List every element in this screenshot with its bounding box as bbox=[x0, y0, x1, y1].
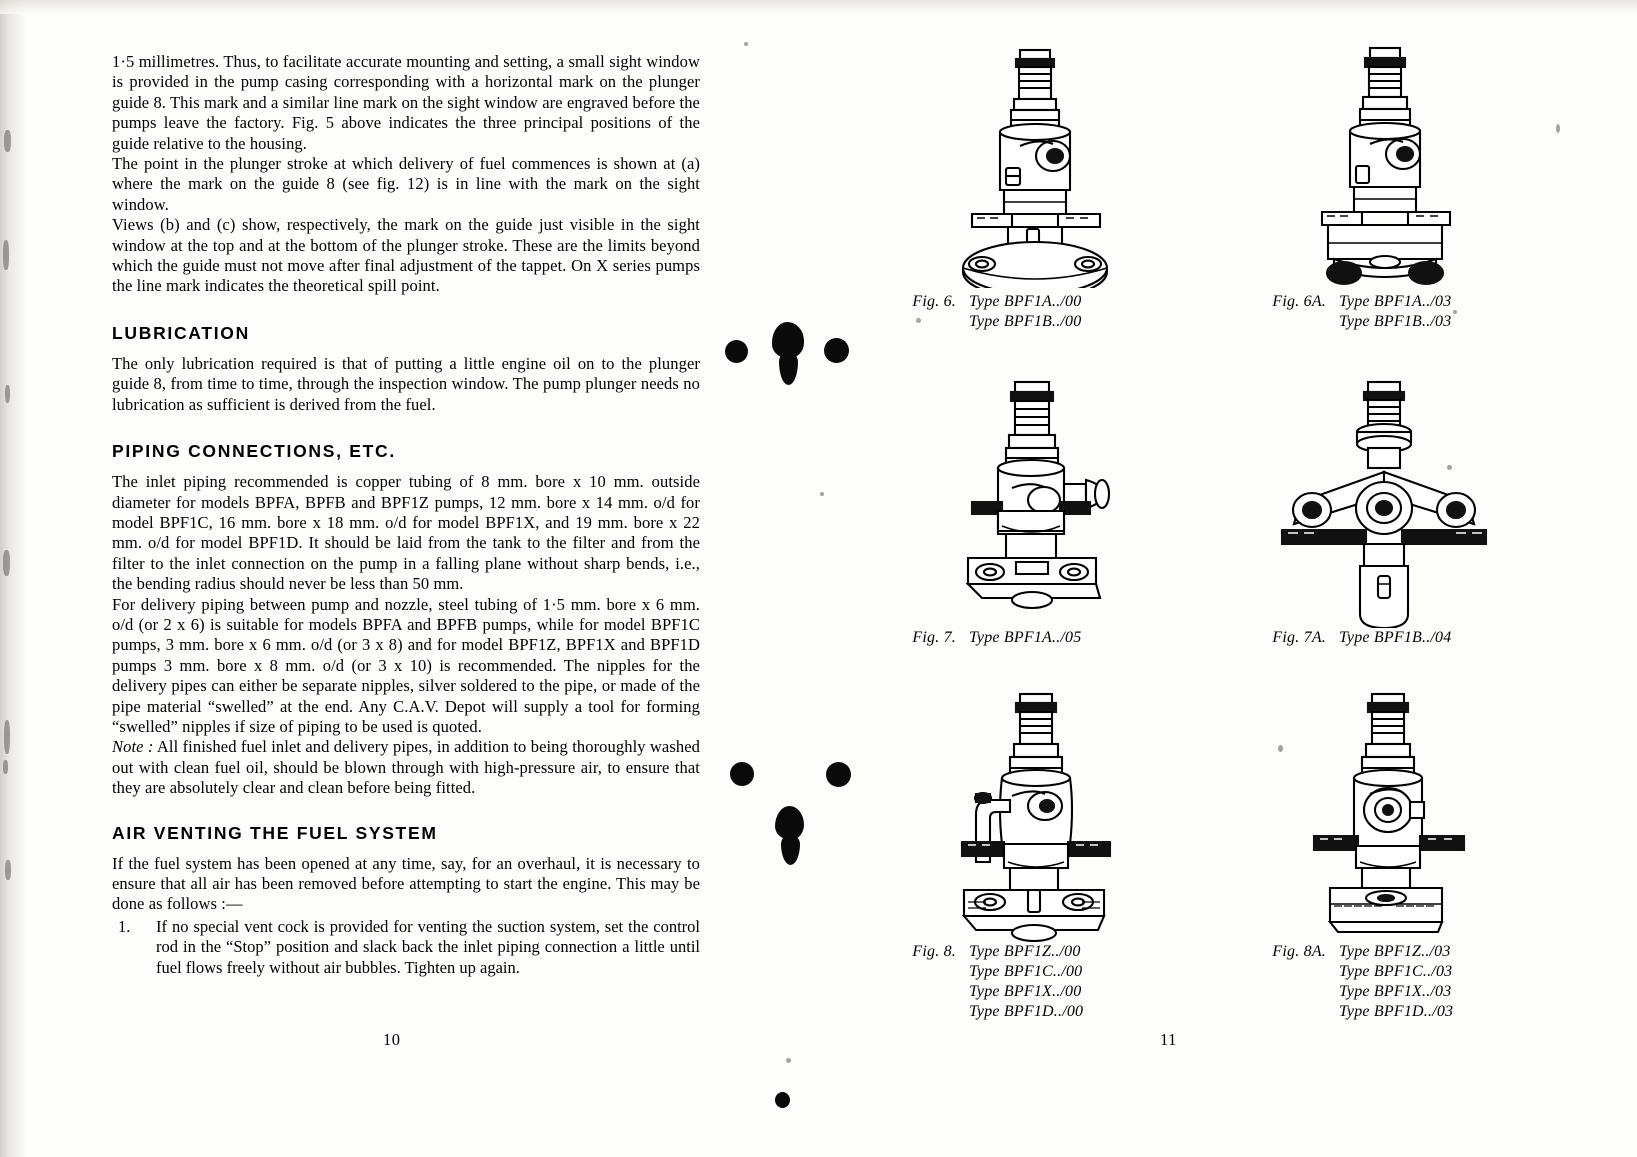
figure-fig-7a bbox=[1210, 376, 1560, 648]
figure-caption-fig-6a bbox=[1210, 288, 1560, 332]
figure-fig-6 bbox=[860, 40, 1210, 332]
figure-illustration-fig-8 bbox=[860, 690, 1210, 938]
paragraph: 1·5 millimetres. Thus, to facilitate accurate mounting and setting, a small sight window is provided in the pump casing corresponding with a horizontal mark on the plunger guide 8. This mark and a similar line mark on the sight window are engraved before the pumps leave the factory. Fig. 5 above indicates the three principal positions of the guide relative to the housing. bbox=[112, 52, 700, 153]
figure-label: Fig. 7A. bbox=[1272, 629, 1326, 646]
figure-illustration-fig-8a bbox=[1210, 690, 1560, 938]
figure-type: Type BPF1D../00 bbox=[969, 1003, 1084, 1020]
figure-type: Type BPF1B../00 bbox=[969, 313, 1082, 330]
paragraph: The only lubrication required is that of putting a little engine oil on to the plunger guide 8, from time to time, through the inspection window. The pump plunger needs no lubrication as sufficient is derived from the fuel. bbox=[112, 353, 700, 414]
figure-type: Type BPF1Z../03 bbox=[1339, 943, 1451, 960]
note-paragraph bbox=[112, 737, 700, 798]
ink-blot bbox=[824, 338, 849, 363]
paragraph: If the fuel system has been opened at any time, say, for an overhaul, it is necessary to ensure that all air has been removed before attempting to start the engine. This may be done as follows :— bbox=[112, 853, 700, 914]
section-heading-air-venting: AIR VENTING THE FUEL SYSTEM bbox=[112, 822, 438, 843]
figure-type: Type BPF1X../00 bbox=[969, 983, 1082, 1000]
page-edge-shadow-top bbox=[0, 0, 1637, 14]
section-heading-piping-connections: PIPING CONNECTIONS, ETC. bbox=[112, 441, 396, 462]
figure-label: Fig. 6A. bbox=[1272, 293, 1326, 310]
figure-type-list bbox=[1339, 628, 1451, 648]
figure-type-list bbox=[969, 292, 1081, 332]
figure-type: Type BPF1C../00 bbox=[969, 963, 1083, 980]
list-item-text: If no special vent cock is provided for venting the suction system, set the control rod in the “Stop” position and slack back the inlet piping connection a little until fuel flows freely without air bubbles. Tighten up again. bbox=[156, 916, 700, 977]
figure-caption-fig-8 bbox=[860, 938, 1210, 1022]
figure-fig-8a bbox=[1210, 690, 1560, 1022]
figure-fig-7 bbox=[860, 376, 1210, 648]
section-heading-lubrication: LUBRICATION bbox=[112, 322, 250, 343]
figure-type: Type BPF1D../03 bbox=[1339, 1003, 1454, 1020]
figure-row bbox=[860, 40, 1560, 332]
figure-fig-8 bbox=[860, 690, 1210, 1022]
numbered-step-list bbox=[112, 917, 700, 978]
figure-type-list bbox=[1339, 942, 1453, 1022]
figure-row bbox=[860, 690, 1560, 1022]
page-number-left: 10 bbox=[383, 1030, 401, 1049]
figure-label: Fig. 7. bbox=[912, 629, 956, 646]
figure-type: Type BPF1B../04 bbox=[1339, 629, 1452, 646]
figure-illustration-fig-7 bbox=[860, 376, 1210, 624]
figure-label: Fig. 8A. bbox=[1272, 943, 1326, 960]
figure-type: Type BPF1B../03 bbox=[1339, 313, 1452, 330]
figure-type: Type BPF1C../03 bbox=[1339, 963, 1453, 980]
figure-illustration-fig-6 bbox=[860, 40, 1210, 288]
left-page-text-column bbox=[112, 52, 700, 978]
page-edge-artifacts bbox=[2, 120, 16, 1020]
figure-row bbox=[860, 376, 1560, 648]
page-number-right: 11 bbox=[1160, 1030, 1177, 1049]
scan-speck bbox=[786, 1058, 791, 1063]
ink-blot-bottom-edge bbox=[775, 1092, 790, 1108]
ink-blot bbox=[725, 340, 748, 363]
right-page-figure-column bbox=[860, 40, 1560, 1022]
figure-row-gap bbox=[860, 332, 1560, 376]
ink-blot bbox=[826, 762, 851, 787]
paragraph: The point in the plunger stroke at which delivery of fuel commences is shown at (a) where the mark on the guide 8 (see fig. 12) is in line with the mark on the sight window. bbox=[112, 154, 700, 214]
figure-type-list bbox=[1339, 292, 1451, 332]
figure-illustration-fig-6a bbox=[1210, 40, 1560, 288]
figure-label: Fig. 6. bbox=[912, 293, 956, 310]
figure-type: Type BPF1A../05 bbox=[969, 629, 1082, 646]
figure-fig-6a bbox=[1210, 40, 1560, 332]
ink-blot bbox=[730, 762, 754, 786]
figure-caption-fig-8a bbox=[1210, 938, 1560, 1022]
figure-type: Type BPF1A../00 bbox=[969, 293, 1082, 310]
paragraph: Views (b) and (c) show, respectively, the mark on the guide just visible in the sight window at the top and at the bottom of the plunger stroke. These are the limits beyond which the guide must not move after final adjustment of the tappet. On X series pumps the line mark indicates the theoretical spill point. bbox=[112, 215, 700, 296]
scan-speck bbox=[744, 42, 748, 46]
paragraph: The inlet piping recommended is copper tubing of 8 mm. bore x 10 mm. outside diameter for models BPFA, BPFB and BPF1Z pumps, 12 mm. bore x 14 mm. o/d for model BPF1C, 16 mm. bore x 18 mm. o/d for model BPF1X, and 19 mm. bore x 22 mm. o/d for model BPF1D. It should be laid from the tank to the filter and from the filter to the inlet connection on the pump in a falling plane without sharp bends, i.e., the bending radius should never be less than 50 mm. bbox=[112, 472, 700, 594]
list-item bbox=[112, 917, 700, 978]
figure-label: Fig. 8. bbox=[912, 943, 956, 960]
figure-type-list bbox=[969, 942, 1083, 1022]
note-label: Note : bbox=[112, 737, 154, 757]
figure-illustration-fig-7a bbox=[1210, 376, 1560, 624]
scan-speck bbox=[820, 492, 824, 496]
figure-type: Type BPF1A../03 bbox=[1339, 293, 1452, 310]
figure-row-gap bbox=[860, 648, 1560, 690]
figure-caption-fig-6 bbox=[860, 288, 1210, 332]
note-text: All finished fuel inlet and delivery pipes, in addition to being thoroughly washed out with clean fuel oil, should be blown through with high-pressure air, to ensure that they are absolutely clear and clean before being fitted. bbox=[112, 737, 701, 798]
figure-type-list bbox=[969, 628, 1081, 648]
figure-type: Type BPF1X../03 bbox=[1339, 983, 1452, 1000]
paragraph: For delivery piping between pump and nozzle, steel tubing of 1·5 mm. bore x 6 mm. o/d (or 2 x 6) is suitable for models BPFA and BPFB pumps, while for model BPF1C pumps, 3 mm. bore x 6 mm. o/d (or 3 x 8) and for model BPF1Z, BPF1X and BPF1D pumps 3 mm. bore x 8 mm. o/d (or 3 x 10) is recommended. The nipples for the delivery pipes can either be separate nipples, silver soldered to the pipe, or made of the pipe material “swelled” at the end. Any C.A.V. Depot will supply a tool for forming “swelled” nipples if size of piping to be used is quoted. bbox=[112, 594, 700, 736]
list-item-number: 1. bbox=[118, 916, 131, 936]
figure-type: Type BPF1Z../00 bbox=[969, 943, 1081, 960]
